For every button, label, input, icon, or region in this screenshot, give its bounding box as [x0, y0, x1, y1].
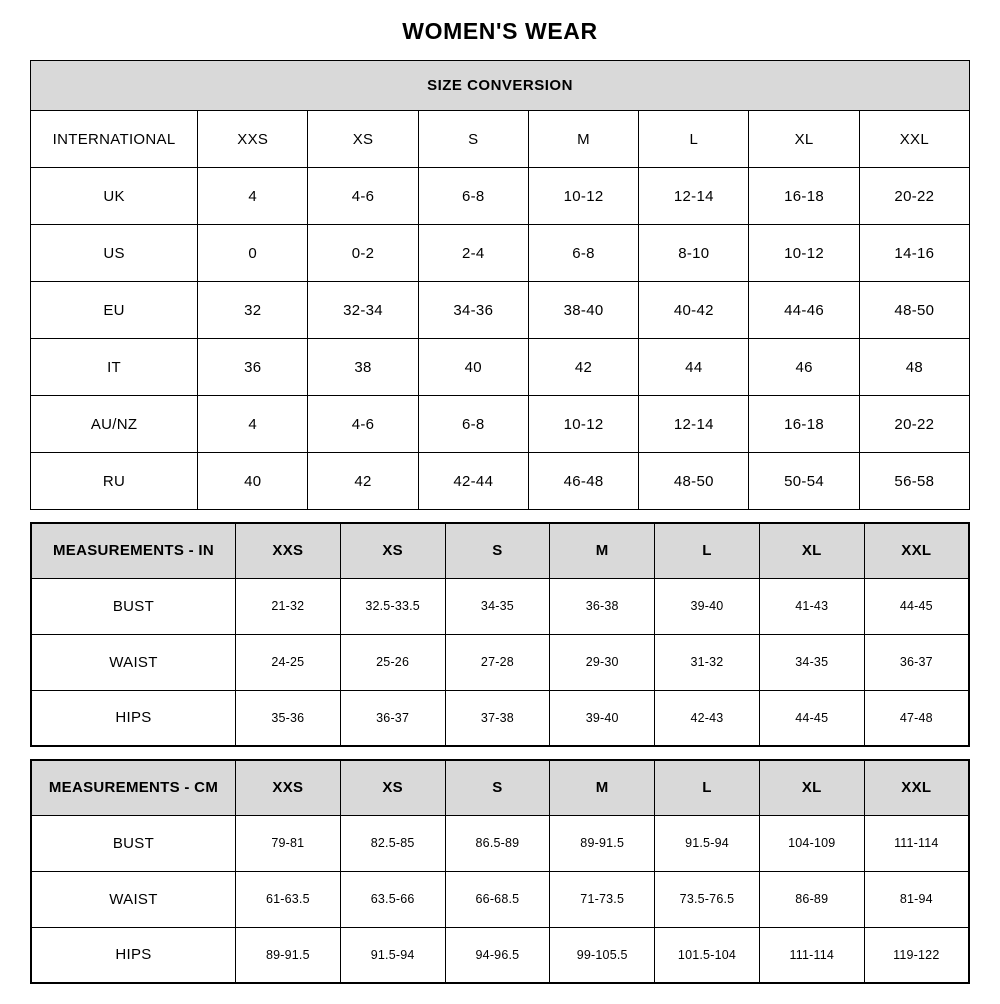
column-header: XXL [864, 523, 969, 578]
table-cell: 29-30 [550, 634, 655, 690]
column-header: XXS [235, 760, 340, 815]
table-cell: 42-43 [655, 690, 760, 746]
table-cell: 36-38 [550, 578, 655, 634]
column-header: INTERNATIONAL [31, 111, 198, 168]
column-header: L [655, 760, 760, 815]
table-cell: 8-10 [639, 225, 749, 282]
table-cell: 20-22 [859, 396, 969, 453]
table-cell: 86.5-89 [445, 815, 550, 871]
table-cell: 16-18 [749, 168, 859, 225]
table-cell: 40-42 [639, 282, 749, 339]
table-cell: 46 [749, 339, 859, 396]
column-header: XL [749, 111, 859, 168]
table-cell: 42 [308, 453, 418, 510]
table-cell: 48-50 [639, 453, 749, 510]
column-header: XXS [198, 111, 308, 168]
table-row [31, 871, 969, 927]
column-header: XS [340, 760, 445, 815]
table-cell: 104-109 [759, 815, 864, 871]
table-cell: 71-73.5 [550, 871, 655, 927]
table-cell: 6-8 [418, 168, 528, 225]
row-label: IT [31, 339, 198, 396]
table-title-row [31, 61, 970, 111]
table-cell: 34-36 [418, 282, 528, 339]
table-cell: 61-63.5 [235, 871, 340, 927]
table-cell: 44-45 [759, 690, 864, 746]
table-cell: 38-40 [528, 282, 638, 339]
table-cell: 40 [418, 339, 528, 396]
table-row [31, 396, 970, 453]
table-cell: 32.5-33.5 [340, 578, 445, 634]
row-label: WAIST [31, 634, 235, 690]
table-cell: 86-89 [759, 871, 864, 927]
column-header: XL [759, 523, 864, 578]
table-cell: 32-34 [308, 282, 418, 339]
table-cell: 36 [198, 339, 308, 396]
row-label: RU [31, 453, 198, 510]
table-cell: 20-22 [859, 168, 969, 225]
table-cell: 36-37 [864, 634, 969, 690]
column-header: M [550, 523, 655, 578]
table-row [31, 339, 970, 396]
table-cell: 4-6 [308, 396, 418, 453]
table-cell: 101.5-104 [655, 927, 760, 983]
column-header: S [418, 111, 528, 168]
table-cell: 94-96.5 [445, 927, 550, 983]
table-cell: 47-48 [864, 690, 969, 746]
table-cell: 81-94 [864, 871, 969, 927]
column-header: XXL [864, 760, 969, 815]
table-cell: 66-68.5 [445, 871, 550, 927]
column-header: M [528, 111, 638, 168]
table-cell: 44-45 [864, 578, 969, 634]
column-header: S [445, 760, 550, 815]
table-cell: 40 [198, 453, 308, 510]
table-row [31, 578, 969, 634]
table-cell: 48-50 [859, 282, 969, 339]
table-cell: 44 [639, 339, 749, 396]
table-cell: 24-25 [235, 634, 340, 690]
table-cell: 4 [198, 168, 308, 225]
table-cell: 42 [528, 339, 638, 396]
table-cell: 2-4 [418, 225, 528, 282]
column-header: M [550, 760, 655, 815]
table-cell: 34-35 [759, 634, 864, 690]
size-conversion-title: SIZE CONVERSION [31, 61, 970, 111]
table-cell: 25-26 [340, 634, 445, 690]
column-header: XXS [235, 523, 340, 578]
row-label: US [31, 225, 198, 282]
table-row [31, 634, 969, 690]
table-cell: 46-48 [528, 453, 638, 510]
table-cell: 42-44 [418, 453, 528, 510]
measurements-cm-table [30, 759, 970, 984]
size-conversion-table [30, 60, 970, 510]
table-cell: 111-114 [759, 927, 864, 983]
table-cell: 6-8 [528, 225, 638, 282]
table-cell: 10-12 [528, 168, 638, 225]
table-cell: 12-14 [639, 396, 749, 453]
column-header: XXL [859, 111, 969, 168]
table-cell: 38 [308, 339, 418, 396]
column-header: S [445, 523, 550, 578]
table-cell: 39-40 [655, 578, 760, 634]
row-label: BUST [31, 815, 235, 871]
table-row [31, 168, 970, 225]
table-cell: 99-105.5 [550, 927, 655, 983]
table-cell: 31-32 [655, 634, 760, 690]
table-cell: 63.5-66 [340, 871, 445, 927]
table-cell: 10-12 [528, 396, 638, 453]
table-cell: 91.5-94 [340, 927, 445, 983]
column-header: XS [308, 111, 418, 168]
row-label: HIPS [31, 690, 235, 746]
table-cell: 82.5-85 [340, 815, 445, 871]
header-row [31, 111, 970, 168]
table-row [31, 282, 970, 339]
measurements-in-title: MEASUREMENTS - IN [31, 523, 235, 578]
table-cell: 119-122 [864, 927, 969, 983]
table-cell: 0-2 [308, 225, 418, 282]
table-row [31, 690, 969, 746]
table-cell: 35-36 [235, 690, 340, 746]
column-header: XL [759, 760, 864, 815]
table-cell: 16-18 [749, 396, 859, 453]
table-cell: 89-91.5 [235, 927, 340, 983]
header-row [31, 760, 969, 815]
column-header: XS [340, 523, 445, 578]
table-cell: 4 [198, 396, 308, 453]
page-title: WOMEN'S WEAR [402, 18, 598, 44]
table-row [31, 225, 970, 282]
table-cell: 14-16 [859, 225, 969, 282]
row-label: BUST [31, 578, 235, 634]
row-label: AU/NZ [31, 396, 198, 453]
measurements-in-table [30, 522, 970, 747]
table-cell: 34-35 [445, 578, 550, 634]
table-cell: 39-40 [550, 690, 655, 746]
row-label: WAIST [31, 871, 235, 927]
table-row [31, 815, 969, 871]
table-cell: 44-46 [749, 282, 859, 339]
table-row [31, 453, 970, 510]
row-label: HIPS [31, 927, 235, 983]
table-cell: 32 [198, 282, 308, 339]
row-label: UK [31, 168, 198, 225]
table-row [31, 927, 969, 983]
header-row [31, 523, 969, 578]
table-cell: 111-114 [864, 815, 969, 871]
table-cell: 12-14 [639, 168, 749, 225]
table-cell: 56-58 [859, 453, 969, 510]
table-cell: 50-54 [749, 453, 859, 510]
table-cell: 89-91.5 [550, 815, 655, 871]
column-header: L [639, 111, 749, 168]
table-cell: 91.5-94 [655, 815, 760, 871]
table-cell: 0 [198, 225, 308, 282]
table-cell: 27-28 [445, 634, 550, 690]
table-cell: 73.5-76.5 [655, 871, 760, 927]
table-cell: 37-38 [445, 690, 550, 746]
table-cell: 21-32 [235, 578, 340, 634]
measurements-cm-title: MEASUREMENTS - CM [31, 760, 235, 815]
column-header: L [655, 523, 760, 578]
table-cell: 41-43 [759, 578, 864, 634]
row-label: EU [31, 282, 198, 339]
table-cell: 6-8 [418, 396, 528, 453]
table-cell: 10-12 [749, 225, 859, 282]
table-cell: 36-37 [340, 690, 445, 746]
table-cell: 48 [859, 339, 969, 396]
table-cell: 79-81 [235, 815, 340, 871]
table-cell: 4-6 [308, 168, 418, 225]
